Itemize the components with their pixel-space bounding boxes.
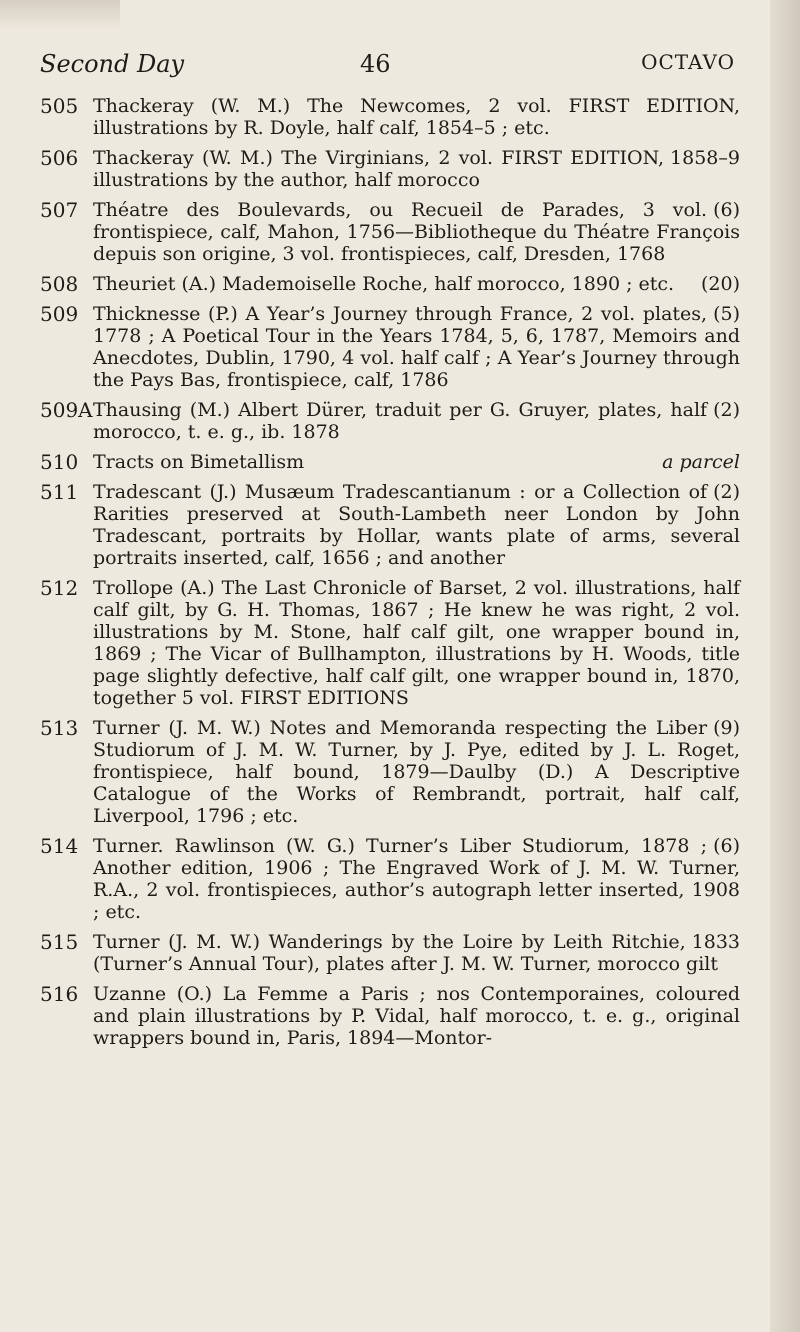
section-title: Second Day (40, 50, 185, 78)
lot-quantity: (2) (713, 399, 740, 421)
lot-number: 511 (40, 480, 79, 504)
lot-quantity: (5) (713, 303, 740, 325)
lot-description: Theuriet (A.) Mademoiselle Roche, half morocco, 1890 ; etc. (93, 273, 675, 295)
lot-quantity: a parcel (662, 451, 740, 473)
running-header (40, 50, 735, 80)
format-label: OCTAVO (641, 50, 735, 74)
lot-list (40, 95, 740, 1057)
lot-description: Thausing (M.) Albert Dürer, traduit per G. Gruyer, plates, half morocco, t. e. g., ib. 1878 (93, 399, 708, 443)
lot-number: 516 (40, 982, 79, 1006)
lot-entry (40, 481, 740, 569)
lot-description: Thackeray (W. M.) The Virginians, 2 vol. FIRST EDITION, illustrations by the author, half morocco (93, 147, 665, 191)
lot-number: 512 (40, 576, 79, 600)
lot-entry (40, 303, 740, 391)
page-number: 46 (360, 50, 391, 78)
lot-description: Tradescant (J.) Musæum Tradescantianum : or a Collection of Rarities preserved at South-Lambeth neer London by John Tradescant, portraits by Hollar, wants plate of arms, several portraits inserted, calf, 1656 ; and another (93, 481, 740, 569)
lot-description: Turner. Rawlinson (W. G.) Turner’s Liber Studiorum, 1878 ; Another edition, 1906 ; The Engraved Work of J. M. W. Turner, R.A., 2 vol. frontispieces, author’s autograph letter inserted, 1908 ; etc. (93, 835, 740, 923)
lot-number: 508 (40, 272, 79, 296)
lot-number: 509A (40, 398, 93, 422)
lot-entry (40, 199, 740, 265)
lot-number: 510 (40, 450, 79, 474)
lot-entry (40, 835, 740, 923)
lot-entry (40, 95, 740, 139)
lot-description: Trollope (A.) The Last Chronicle of Barset, 2 vol. illustrations, half calf gilt, by G. H. Thomas, 1867 ; He knew he was right, 2 vol. illustrations by M. Stone, half calf gilt, one wrapper bound in, 1869 ; The Vicar of Bullhampton, illustrations by H. Woods, title page slightly defective, half calf gilt, one wrapper bound in, 1870, together 5 vol. FIRST EDITIONS (93, 577, 740, 709)
lot-number: 505 (40, 94, 79, 118)
lot-number: 513 (40, 716, 79, 740)
lot-entry (40, 577, 740, 709)
lot-description: Uzanne (O.) La Femme a Paris ; nos Contemporaines, coloured and plain illustrations by P. Vidal, half morocco, t. e. g., original wrappers bound in, Paris, 1894—Montor- (93, 983, 740, 1049)
lot-description: Turner (J. M. W.) Notes and Memoranda respecting the Liber Studiorum of J. M. W. Turner, by J. Pye, edited by J. L. Roget, frontispiece, half bound, 1879—Daulby (D.) A Descriptive Catalogue of the Works of Rembrandt, portrait, half calf, Liverpool, 1796 ; etc. (93, 717, 740, 827)
lot-entry (40, 931, 740, 975)
lot-number: 506 (40, 146, 79, 170)
lot-entry (40, 451, 740, 473)
lot-quantity: (6) (713, 835, 740, 857)
lot-entry (40, 717, 740, 827)
lot-quantity: (9) (713, 717, 740, 739)
lot-description: Thackeray (W. M.) The Newcomes, 2 vol. FIRST EDITION, illustrations by R. Doyle, half calf, 1854–5 ; etc. (93, 95, 740, 139)
lot-description: Tracts on Bimetallism (93, 451, 305, 473)
lot-description: Turner (J. M. W.) Wanderings by the Loire by Leith Ritchie, (Turner’s Annual Tour), plates after J. M. W. Turner, morocco gilt (93, 931, 718, 975)
lot-description: Thicknesse (P.) A Year’s Journey through France, 2 vol. plates, 1778 ; A Poetical Tour in the Years 1784, 5, 6, 1787, Memoirs and Anecdotes, Dublin, 1790, 4 vol. half calf ; A Year’s Journey through the Pays Bas, frontispiece, calf, 1786 (93, 303, 740, 391)
lot-entry (40, 273, 740, 295)
lot-quantity: 1858–9 (670, 147, 740, 169)
lot-description: Théatre des Boulevards, ou Recueil de Parades, 3 vol. frontispiece, calf, Mahon, 1756—Bibliotheque du Théatre François depuis son origine, 3 vol. frontispieces, calf, Dresden, 1768 (93, 199, 740, 265)
lot-quantity: (6) (713, 199, 740, 221)
lot-entry (40, 983, 740, 1049)
lot-number: 507 (40, 198, 79, 222)
lot-number: 515 (40, 930, 79, 954)
lot-number: 509 (40, 302, 79, 326)
lot-quantity: 1833 (691, 931, 740, 953)
lot-entry (40, 399, 740, 443)
page-shadow (0, 0, 120, 30)
lot-entry (40, 147, 740, 191)
lot-quantity: (2) (713, 481, 740, 503)
lot-number: 514 (40, 834, 79, 858)
lot-quantity: (20) (700, 273, 740, 295)
page-gutter (770, 0, 800, 1332)
